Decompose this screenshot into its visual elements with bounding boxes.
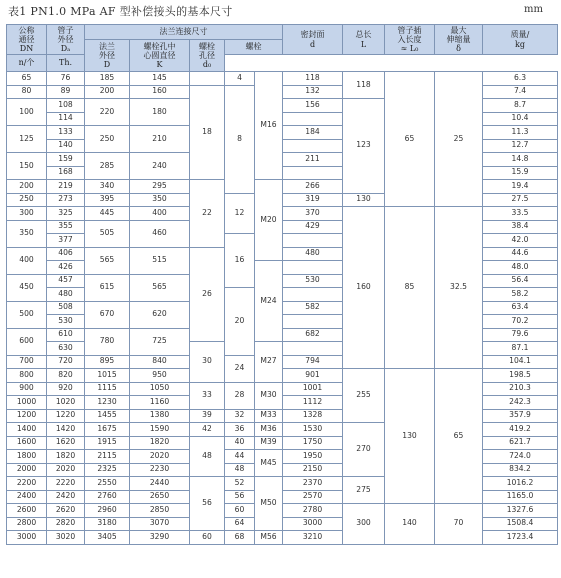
cell-d: 582 [283,301,343,315]
cell-n: 8 [225,85,255,193]
cell-d [283,139,343,153]
cell-m: 63.4 [483,301,558,315]
cell-m: 10.4 [483,112,558,126]
cell-dw: 273 [47,193,85,207]
cell-D: 780 [85,328,130,355]
cell-n: 12 [225,193,255,234]
table-row [7,504,558,518]
cell-dw: 219 [47,180,85,194]
cell-K: 2440 [130,477,190,491]
header-L0: 管子插 入长度 ≈ L₀ [385,25,435,55]
cell-dw: 1620 [47,436,85,450]
header-dn: 公称 通径 DN [7,25,47,55]
cell-m: 56.4 [483,274,558,288]
cell-L: 160 [343,207,385,369]
cell-m: 198.5 [483,369,558,383]
cell-L0: 130 [385,369,435,504]
header-n: n/个 [7,55,47,72]
cell-K: 2020 [130,450,190,464]
cell-K: 1820 [130,436,190,450]
cell-d0: 42 [190,423,225,437]
cell-d0: 26 [190,247,225,342]
cell-D: 2760 [85,490,130,504]
cell-dn: 150 [7,153,47,180]
header-mass: 质量/ kg [483,25,558,55]
cell-dn: 125 [7,126,47,153]
cell-dw: 377 [47,234,85,248]
cell-m: 1016.2 [483,477,558,491]
cell-th: M24 [255,261,283,342]
cell-delta: 70 [435,504,483,545]
cell-d0 [190,72,225,86]
cell-L: 123 [343,99,385,194]
cell-d: 1950 [283,450,343,464]
cell-D: 285 [85,153,130,180]
cell-dw: 480 [47,288,85,302]
cell-d: 682 [283,328,343,342]
cell-d: 1750 [283,436,343,450]
cell-D: 1455 [85,409,130,423]
cell-d [283,315,343,329]
cell-m: 48.0 [483,261,558,275]
cell-d: 184 [283,126,343,140]
cell-th: M30 [255,382,283,409]
table-body [7,72,558,545]
cell-D: 395 [85,193,130,207]
cell-dn: 1400 [7,423,47,437]
cell-n: 24 [225,355,255,382]
cell-K: 2230 [130,463,190,477]
cell-d: 794 [283,355,343,369]
cell-d: 211 [283,153,343,167]
cell-D: 1915 [85,436,130,450]
header-th: Th. [47,55,85,72]
cell-D: 2960 [85,504,130,518]
cell-K: 1160 [130,396,190,410]
cell-D: 2550 [85,477,130,491]
cell-n: 32 [225,409,255,423]
cell-dn: 800 [7,369,47,383]
cell-m: 6.3 [483,72,558,86]
cell-n: 20 [225,288,255,356]
cell-dw: 610 [47,328,85,342]
cell-D: 1675 [85,423,130,437]
table-row [7,369,558,383]
cell-d [283,342,343,356]
cell-n: 28 [225,382,255,409]
cell-K: 2650 [130,490,190,504]
table-header [7,25,558,72]
cell-dn: 250 [7,193,47,207]
cell-dn: 2600 [7,504,47,518]
cell-dn: 1600 [7,436,47,450]
cell-L: 130 [343,193,385,207]
cell-dn: 1000 [7,396,47,410]
cell-m: 44.6 [483,247,558,261]
cell-K: 400 [130,207,190,221]
cell-d: 3210 [283,531,343,545]
cell-m: 15.9 [483,166,558,180]
cell-K: 180 [130,99,190,126]
cell-n: 36 [225,423,255,437]
title-row [0,0,561,22]
cell-K: 840 [130,355,190,369]
cell-dn: 200 [7,180,47,194]
cell-dw: 108 [47,99,85,113]
cell-th: M56 [255,531,283,545]
cell-D: 895 [85,355,130,369]
cell-dw: 1020 [47,396,85,410]
header-delta: 最大 伸缩量 δ [435,25,483,55]
cell-dw: 2820 [47,517,85,531]
cell-dn: 2800 [7,517,47,531]
cell-d: 2780 [283,504,343,518]
cell-dn: 400 [7,247,47,274]
cell-dw: 3020 [47,531,85,545]
cell-d0: 56 [190,477,225,531]
dimension-table [6,24,558,545]
cell-dn: 2200 [7,477,47,491]
cell-delta: 65 [435,369,483,504]
cell-d: 319 [283,193,343,207]
cell-D: 2325 [85,463,130,477]
cell-dn: 1800 [7,450,47,464]
cell-D: 200 [85,85,130,99]
cell-K: 3070 [130,517,190,531]
cell-dw: 168 [47,166,85,180]
cell-K: 2850 [130,504,190,518]
cell-th: M33 [255,409,283,423]
cell-K: 145 [130,72,190,86]
cell-m: 33.5 [483,207,558,221]
cell-D: 565 [85,247,130,274]
cell-delta: 25 [435,72,483,207]
cell-m: 7.4 [483,85,558,99]
cell-d [283,288,343,302]
cell-th: M16 [255,72,283,180]
cell-d0: 39 [190,409,225,423]
cell-d: 266 [283,180,343,194]
cell-m: 1723.4 [483,531,558,545]
header-d0: 螺栓 孔径 d₀ [190,40,225,72]
cell-K: 515 [130,247,190,274]
cell-d: 1328 [283,409,343,423]
cell-K: 725 [130,328,190,355]
cell-K: 950 [130,369,190,383]
cell-m: 1327.6 [483,504,558,518]
cell-dn: 700 [7,355,47,369]
cell-dw: 325 [47,207,85,221]
cell-K: 1590 [130,423,190,437]
cell-d: 1530 [283,423,343,437]
cell-dw: 630 [47,342,85,356]
cell-L0: 65 [385,72,435,207]
cell-D: 615 [85,274,130,301]
cell-m: 834.2 [483,463,558,477]
cell-dw: 530 [47,315,85,329]
cell-dn: 65 [7,72,47,86]
cell-d: 2570 [283,490,343,504]
cell-m: 724.0 [483,450,558,464]
cell-D: 340 [85,180,130,194]
cell-d: 530 [283,274,343,288]
table-row [7,207,558,221]
cell-dw: 355 [47,220,85,234]
cell-dn: 300 [7,207,47,221]
unit-label: mm [524,4,543,15]
cell-dw: 133 [47,126,85,140]
cell-dw: 820 [47,369,85,383]
cell-D: 1015 [85,369,130,383]
cell-dw: 508 [47,301,85,315]
cell-d: 132 [283,85,343,99]
cell-d [283,261,343,275]
cell-dw: 426 [47,261,85,275]
cell-dw: 114 [47,112,85,126]
cell-d0: 18 [190,85,225,180]
cell-K: 210 [130,126,190,153]
cell-D: 2115 [85,450,130,464]
cell-dw: 920 [47,382,85,396]
cell-m: 70.2 [483,315,558,329]
cell-K: 3290 [130,531,190,545]
cell-dn: 350 [7,220,47,247]
cell-d: 2370 [283,477,343,491]
cell-dw: 1820 [47,450,85,464]
cell-m: 1508.4 [483,517,558,531]
cell-dn: 600 [7,328,47,355]
cell-d: 429 [283,220,343,234]
cell-n: 64 [225,517,255,531]
cell-D: 185 [85,72,130,86]
cell-m: 419.2 [483,423,558,437]
cell-th: M45 [255,450,283,477]
cell-dw: 457 [47,274,85,288]
header-K: 螺栓孔中 心圆直径 K [130,40,190,72]
cell-m: 19.4 [483,180,558,194]
cell-L0: 140 [385,504,435,545]
cell-K: 160 [130,85,190,99]
cell-K: 295 [130,180,190,194]
cell-m: 210.3 [483,382,558,396]
cell-dn: 450 [7,274,47,301]
cell-th: M50 [255,477,283,531]
cell-d0: 60 [190,531,225,545]
cell-m: 104.1 [483,355,558,369]
cell-n: 4 [225,72,255,86]
header-dw: 管子 外径 Dₐ [47,25,85,55]
cell-d0: 33 [190,382,225,409]
cell-m: 14.8 [483,153,558,167]
cell-d: 480 [283,247,343,261]
cell-m: 8.7 [483,99,558,113]
cell-n: 68 [225,531,255,545]
cell-d0: 48 [190,436,225,477]
cell-n: 16 [225,234,255,288]
cell-d: 156 [283,99,343,113]
cell-th: M20 [255,180,283,261]
cell-dw: 1420 [47,423,85,437]
cell-dw: 2220 [47,477,85,491]
cell-D: 220 [85,99,130,126]
cell-dn: 1200 [7,409,47,423]
cell-m: 79.6 [483,328,558,342]
cell-L: 270 [343,423,385,477]
cell-dw: 89 [47,85,85,99]
cell-L: 118 [343,72,385,99]
cell-dw: 76 [47,72,85,86]
cell-n: 52 [225,477,255,491]
cell-dw: 720 [47,355,85,369]
cell-delta: 32.5 [435,207,483,369]
cell-D: 3180 [85,517,130,531]
cell-m: 12.7 [483,139,558,153]
header-L: 总长 L [343,25,385,55]
cell-D: 1115 [85,382,130,396]
cell-m: 27.5 [483,193,558,207]
cell-dn: 3000 [7,531,47,545]
cell-n: 48 [225,463,255,477]
cell-d: 1001 [283,382,343,396]
cell-D: 445 [85,207,130,221]
cell-D: 505 [85,220,130,247]
table-row [7,72,558,86]
cell-d [283,234,343,248]
cell-n: 44 [225,450,255,464]
cell-D: 1230 [85,396,130,410]
cell-dw: 1220 [47,409,85,423]
cell-K: 620 [130,301,190,328]
cell-K: 1380 [130,409,190,423]
cell-dn: 80 [7,85,47,99]
cell-dw: 159 [47,153,85,167]
cell-d: 2150 [283,463,343,477]
cell-d: 3000 [283,517,343,531]
cell-d: 370 [283,207,343,221]
header-d: 密封面 d [283,25,343,55]
cell-dn: 100 [7,99,47,126]
cell-L: 300 [343,504,385,545]
cell-dn: 500 [7,301,47,328]
table-title: 表1 PN1.0 MPa AF 型补偿接头的基本尺寸 [8,5,233,18]
cell-d0: 30 [190,342,225,383]
cell-th: M27 [255,342,283,383]
cell-d: 118 [283,72,343,86]
cell-dw: 2020 [47,463,85,477]
cell-m: 38.4 [483,220,558,234]
cell-d [283,166,343,180]
cell-n: 40 [225,436,255,450]
cell-dn: 900 [7,382,47,396]
cell-dn: 2400 [7,490,47,504]
cell-dw: 140 [47,139,85,153]
cell-K: 350 [130,193,190,207]
cell-m: 1165.0 [483,490,558,504]
cell-m: 621.7 [483,436,558,450]
cell-m: 11.3 [483,126,558,140]
cell-d0: 22 [190,180,225,248]
cell-d: 1112 [283,396,343,410]
cell-m: 42.0 [483,234,558,248]
cell-d [283,112,343,126]
header-D: 法兰 外径 D [85,40,130,72]
cell-L: 275 [343,477,385,504]
cell-K: 460 [130,220,190,247]
cell-dw: 2620 [47,504,85,518]
cell-D: 250 [85,126,130,153]
cell-m: 357.9 [483,409,558,423]
header-bolt-group: 螺栓 [225,40,283,55]
cell-dw: 406 [47,247,85,261]
cell-D: 3405 [85,531,130,545]
cell-L0: 85 [385,207,435,369]
cell-th: M39 [255,436,283,450]
cell-n: 60 [225,504,255,518]
cell-K: 240 [130,153,190,180]
cell-dw: 2420 [47,490,85,504]
cell-K: 1050 [130,382,190,396]
cell-m: 242.3 [483,396,558,410]
cell-L: 255 [343,369,385,423]
cell-D: 670 [85,301,130,328]
cell-m: 58.2 [483,288,558,302]
cell-m: 87.1 [483,342,558,356]
cell-K: 565 [130,274,190,301]
cell-th: M36 [255,423,283,437]
header-flange-group: 法兰连接尺寸 [85,25,283,40]
cell-dn: 2000 [7,463,47,477]
cell-n: 56 [225,490,255,504]
cell-d: 901 [283,369,343,383]
